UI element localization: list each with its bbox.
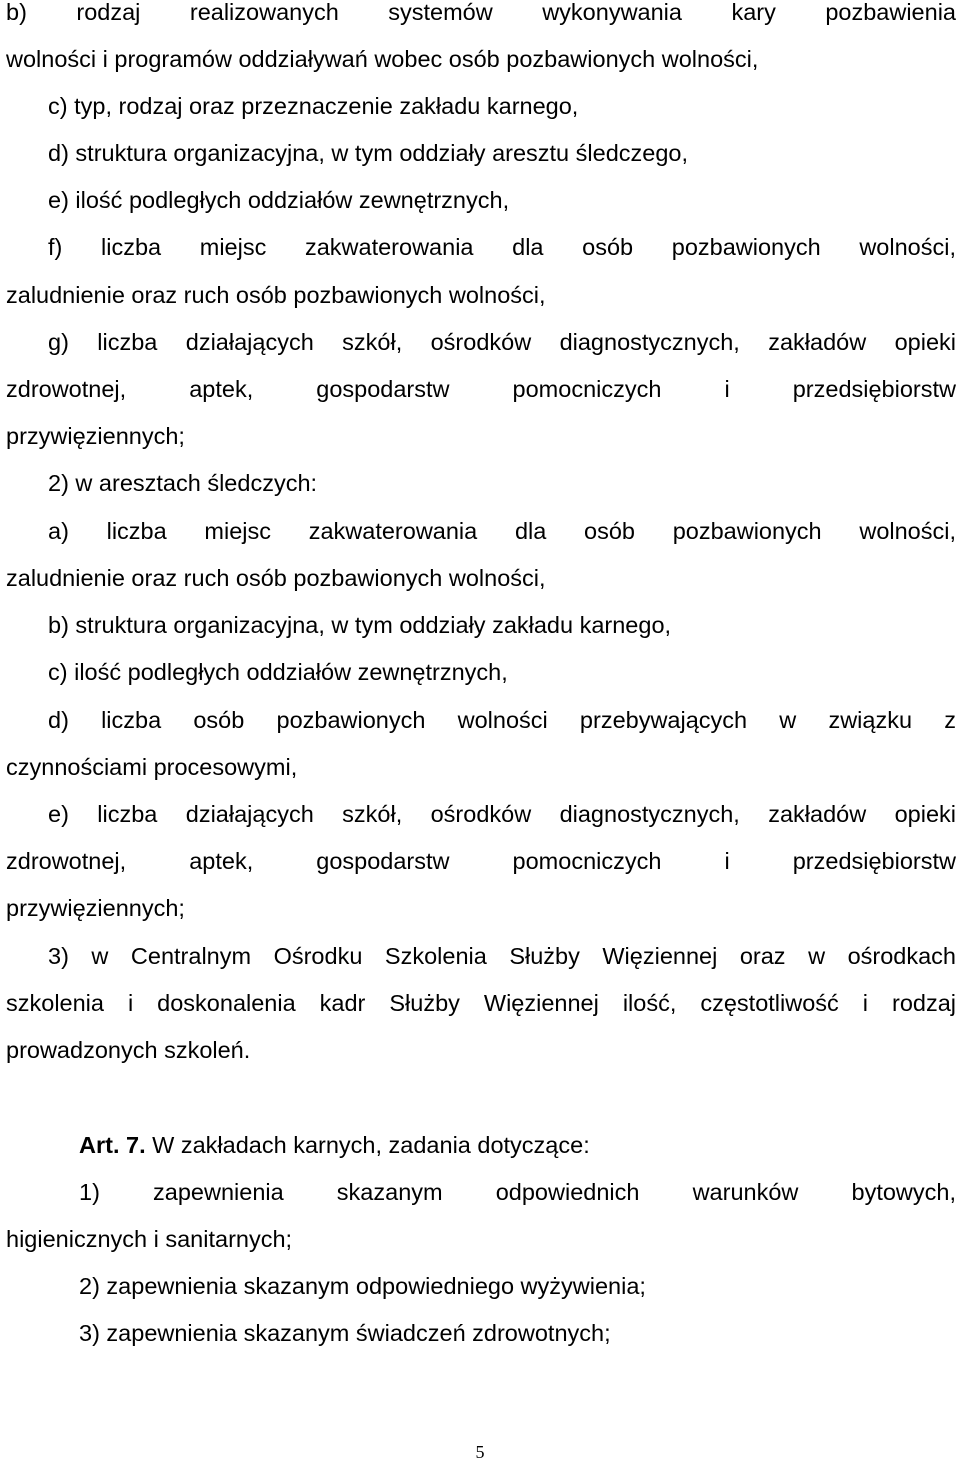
article-point-3: 3) zapewnienia skazanym świadczeń zdrowotnych; [79,1320,611,1346]
list-item-b-line-2: wolności i programów oddziaływań wobec osób pozbawionych wolności, [6,46,759,72]
list-item-e: e) ilość podległych oddziałów zewnętrznych, [48,187,510,213]
list-item-2e-line-2: zdrowotnej, aptek, gospodarstw pomocniczych i przedsiębiorstw [6,848,956,874]
list-item-2e-line-3: przywięziennych; [6,895,185,921]
list-item-c: c) typ, rodzaj oraz przeznaczenie zakładu karnego, [48,93,579,119]
section-2-heading: 2) w aresztach śledczych: [48,470,318,496]
list-item-g-line-1: g) liczba działających szkół, ośrodków diagnostycznych, zakładów opieki [48,329,956,355]
list-item-2e-line-1: e) liczba działających szkół, ośrodków diagnostycznych, zakładów opieki [48,801,956,827]
section-3-line-3: prowadzonych szkoleń. [6,1037,251,1063]
list-item-2d-line-1: d) liczba osób pozbawionych wolności przebywających w związku z [48,707,956,733]
list-item-2b: b) struktura organizacyjna, w tym oddziały zakładu karnego, [48,612,672,638]
section-3-line-1: 3) w Centralnym Ośrodku Szkolenia Służby Więziennej oraz w ośrodkach [48,943,956,969]
list-item-2a-line-2: zaludnienie oraz ruch osób pozbawionych wolności, [6,565,546,591]
list-item-f-line-1: f) liczba miejsc zakwaterowania dla osób pozbawionych wolności, [48,234,956,260]
list-item-b-line-1: b) rodzaj realizowanych systemów wykonywania kary pozbawienia [6,0,956,25]
article-intro: W zakładach karnych, zadania dotyczące: [152,1132,590,1158]
list-item-f-line-2: zaludnienie oraz ruch osób pozbawionych wolności, [6,282,546,308]
article-number: Art. 7. [79,1132,146,1158]
list-item-2c: c) ilość podległych oddziałów zewnętrznych, [48,659,508,685]
article-point-1-line-1: 1) zapewnienia skazanym odpowiednich warunków bytowych, [79,1179,956,1205]
list-item-g-line-3: przywięziennych; [6,423,185,449]
list-item-2d-line-2: czynnościami procesowymi, [6,754,298,780]
article-7-heading [79,1130,956,1160]
article-point-2: 2) zapewnienia skazanym odpowiedniego wyżywienia; [79,1273,646,1299]
list-item-d: d) struktura organizacyjna, w tym oddziały aresztu śledczego, [48,140,689,166]
page-number: 5 [475,1442,485,1462]
article-point-1-line-2: higienicznych i sanitarnych; [6,1226,293,1252]
section-3-line-2: szkolenia i doskonalenia kadr Służby Więziennej ilość, częstotliwość i rodzaj [6,990,956,1016]
list-item-2a-line-1: a) liczba miejsc zakwaterowania dla osób pozbawionych wolności, [48,518,956,544]
list-item-g-line-2: zdrowotnej, aptek, gospodarstw pomocniczych i przedsiębiorstw [6,376,956,402]
